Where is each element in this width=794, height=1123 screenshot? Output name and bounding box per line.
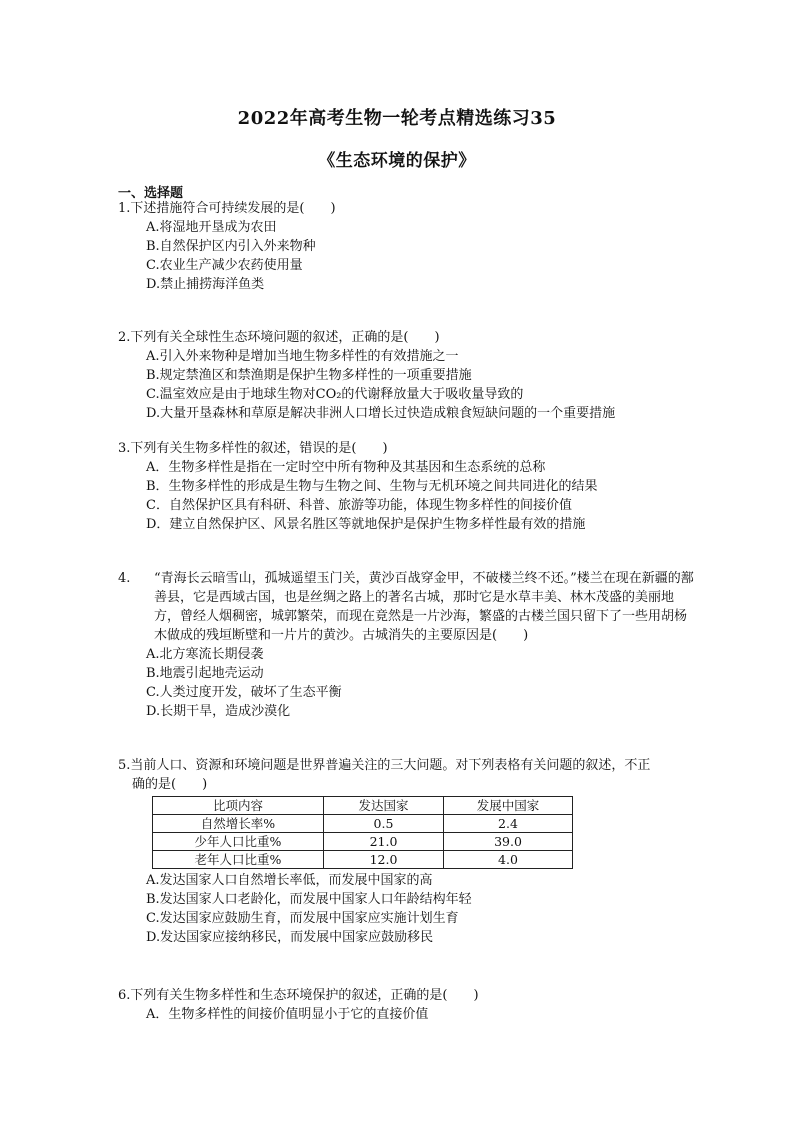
question-1: [118, 199, 698, 294]
table-header-cell: 比项内容: [153, 797, 324, 815]
question-stem: 1.下述措施符合可持续发展的是( ): [118, 201, 336, 216]
table-cell: 少年人口比重%: [153, 833, 324, 851]
table-header-cell: 发达国家: [324, 797, 444, 815]
question-stem-line-2: 确的是( ): [132, 777, 208, 792]
question-stem: 3.下列有关生物多样性的叙述，错误的是( ): [118, 441, 388, 456]
option-a: A．生物多样性是指在一定时空中所有物种及其基因和生态系统的总称: [146, 460, 546, 475]
option-d: D.发达国家应接纳移民，而发展中国家应鼓励移民: [146, 930, 434, 945]
question-3: [118, 439, 698, 534]
table-cell: 39.0: [444, 833, 573, 851]
option-a: A.发达国家人口自然增长率低，而发展中国家的高: [146, 873, 433, 888]
option-b: B.发达国家人口老龄化，而发展中国家人口年龄结构年轻: [146, 892, 472, 907]
option-c: C.温室效应是由于地球生物对CO₂的代谢释放量大于吸收量导致的: [146, 387, 524, 402]
table-cell: 0.5: [324, 815, 444, 833]
table-header-cell: 发展中国家: [444, 797, 573, 815]
question-5: [118, 756, 698, 947]
table-row: [153, 833, 573, 851]
option-a: A.北方寒流长期侵袭: [146, 647, 264, 662]
option-d: D.大量开垦森林和草原是解决非洲人口增长过快造成粮食短缺问题的一个重要措施: [146, 406, 616, 421]
table-header-row: [153, 797, 573, 815]
option-c: C．自然保护区具有科研、科普、旅游等功能，体现生物多样性的间接价值: [146, 498, 572, 513]
table-cell: 2.4: [444, 815, 573, 833]
option-d: D.禁止捕捞海洋鱼类: [146, 277, 265, 292]
option-b: B.规定禁渔区和禁渔期是保护生物多样性的一项重要措施: [146, 368, 472, 383]
option-a: A.引入外来物种是增加当地生物多样性的有效措施之一: [146, 349, 459, 364]
option-a: A．生物多样性的间接价值明显小于它的直接价值: [146, 1007, 429, 1022]
option-a: A.将湿地开垦成为农田: [146, 220, 277, 235]
option-c: C.农业生产减少农药使用量: [146, 258, 303, 273]
question-number: 4.: [118, 571, 131, 586]
question-stem-line-1: 5.当前人口、资源和环境问题是世界普遍关注的三大问题。对下列表格有关问题的叙述，不正: [118, 758, 651, 773]
question-stem: 6.下列有关生物多样性和生态环境保护的叙述，正确的是( ): [118, 988, 479, 1003]
question-2: [118, 328, 698, 423]
table-cell: 12.0: [324, 851, 444, 869]
table-cell: 4.0: [444, 851, 573, 869]
document-title: 2022年高考生物一轮考点精选练习35: [237, 108, 557, 129]
option-d: D．建立自然保护区、风景名胜区等就地保护是保护生物多样性最有效的措施: [146, 517, 586, 532]
question-stem: “青海长云暗雪山，孤城遥望玉门关，黄沙百战穿金甲，不破楼兰终不还。”楼兰在现在新疆的鄯善县，它是西域古国，也是丝绸之路上的著名古城，那时它是水草丰美、林木茂盛的美丽地方，曾经人烟稠密，城郭繁荣，而现在竟然是一片沙海，繁盛的古楼兰国只留下了一些用胡杨木做成的残垣断壁和一片片的黄沙。古城消失的主要原因是( ): [154, 571, 694, 643]
option-d: D.长期干旱，造成沙漠化: [146, 704, 291, 719]
section-heading: 一、选择题: [118, 186, 184, 201]
table-cell: 老年人口比重%: [153, 851, 324, 869]
table-row: [153, 851, 573, 869]
question-stem: 2.下列有关全球性生态环境问题的叙述，正确的是( ): [118, 330, 440, 345]
table-cell: 自然增长率%: [153, 815, 324, 833]
option-c: C.发达国家应鼓励生育，而发展中国家应实施计划生育: [146, 911, 459, 926]
option-b: B.自然保护区内引入外来物种: [146, 239, 316, 254]
question-6: [118, 986, 698, 1024]
option-b: B.地震引起地壳运动: [146, 666, 264, 681]
document-subtitle: 《生态环境的保护》: [318, 151, 476, 171]
question-4: [118, 569, 698, 721]
option-c: C.人类过度开发，破坏了生态平衡: [146, 685, 342, 700]
statistics-table: [152, 796, 573, 869]
option-b: B．生物多样性的形成是生物与生物之间、生物与无机环境之间共同进化的结果: [146, 479, 598, 494]
table-row: [153, 815, 573, 833]
table-cell: 21.0: [324, 833, 444, 851]
